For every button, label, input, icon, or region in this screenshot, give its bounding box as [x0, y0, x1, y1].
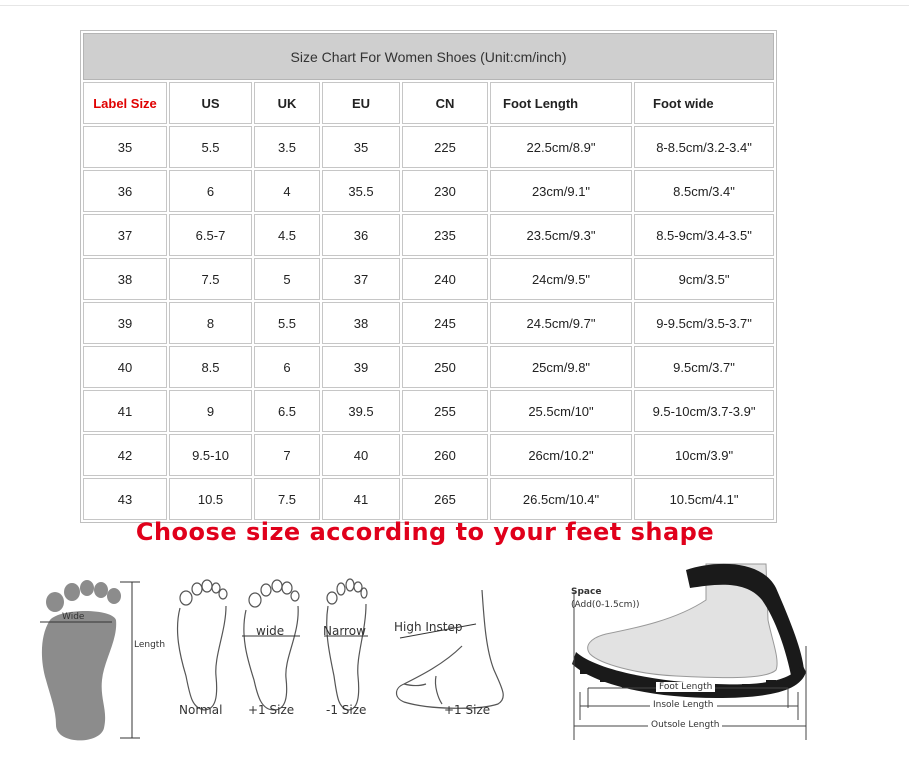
cell-eu: 41 — [322, 478, 400, 520]
cell-cn: 250 — [402, 346, 488, 388]
table-row — [83, 434, 774, 476]
space-label: Space — [571, 587, 602, 597]
wide-label: Wide — [62, 612, 85, 622]
cell-uk: 7.5 — [254, 478, 320, 520]
cell-eu: 40 — [322, 434, 400, 476]
cell-cn: 240 — [402, 258, 488, 300]
cell-eu: 38 — [322, 302, 400, 344]
normal-caption: Normal — [179, 703, 223, 717]
cell-cn: 235 — [402, 214, 488, 256]
space-add-label: (Add(0-1.5cm)) — [571, 600, 640, 610]
normal-foot-icon — [172, 576, 232, 716]
cell-foot-length: 25cm/9.8" — [490, 346, 632, 388]
cell-cn: 225 — [402, 126, 488, 168]
cell-uk: 4.5 — [254, 214, 320, 256]
foot-length-label: Foot Length — [656, 682, 715, 692]
cell-foot-length: 22.5cm/8.9" — [490, 126, 632, 168]
cell-uk: 3.5 — [254, 126, 320, 168]
cell-foot-length: 24.5cm/9.7" — [490, 302, 632, 344]
header-label-size: Label Size — [83, 82, 167, 124]
cell-us: 10.5 — [169, 478, 252, 520]
table-row — [83, 170, 774, 212]
header-cn: CN — [402, 82, 488, 124]
cell-us: 8.5 — [169, 346, 252, 388]
header-uk: UK — [254, 82, 320, 124]
length-label: Length — [134, 640, 166, 650]
cell-foot-wide: 9.5cm/3.7" — [634, 346, 774, 388]
cell-us: 7.5 — [169, 258, 252, 300]
header-foot-length: Foot Length — [490, 82, 632, 124]
wide-foot-icon — [240, 576, 302, 716]
cell-foot-wide: 8.5cm/3.4" — [634, 170, 774, 212]
cell-uk: 5 — [254, 258, 320, 300]
cell-uk: 4 — [254, 170, 320, 212]
cell-us: 9.5-10 — [169, 434, 252, 476]
cell-us: 5.5 — [169, 126, 252, 168]
narrow-foot-icon — [320, 576, 372, 716]
cell-uk: 6.5 — [254, 390, 320, 432]
cell-foot-wide: 8.5-9cm/3.4-3.5" — [634, 214, 774, 256]
cell-uk: 5.5 — [254, 302, 320, 344]
wide-caption: +1 Size — [248, 703, 295, 717]
table-row — [83, 390, 774, 432]
cell-foot-length: 26.5cm/10.4" — [490, 478, 632, 520]
cell-us: 6 — [169, 170, 252, 212]
cell-eu: 35.5 — [322, 170, 400, 212]
cell-foot-wide: 9.5-10cm/3.7-3.9" — [634, 390, 774, 432]
cell-cn: 245 — [402, 302, 488, 344]
cell-foot-wide: 8-8.5cm/3.2-3.4" — [634, 126, 774, 168]
cell-foot-wide: 9cm/3.5" — [634, 258, 774, 300]
wide-foot-label: wide — [256, 624, 285, 638]
cell-cn: 255 — [402, 390, 488, 432]
cell-uk: 7 — [254, 434, 320, 476]
narrow-foot-label: Narrow — [323, 624, 366, 638]
cell-label-size: 35 — [83, 126, 167, 168]
table-row — [83, 478, 774, 520]
cell-label-size: 39 — [83, 302, 167, 344]
narrow-caption: -1 Size — [326, 703, 367, 717]
cell-foot-wide: 10.5cm/4.1" — [634, 478, 774, 520]
cell-label-size: 41 — [83, 390, 167, 432]
header-us: US — [169, 82, 252, 124]
cell-foot-length: 24cm/9.5" — [490, 258, 632, 300]
cell-eu: 39 — [322, 346, 400, 388]
cell-foot-wide: 9-9.5cm/3.5-3.7" — [634, 302, 774, 344]
cell-eu: 36 — [322, 214, 400, 256]
footprint-icon — [20, 560, 190, 758]
cell-eu: 39.5 — [322, 390, 400, 432]
cell-foot-length: 26cm/10.2" — [490, 434, 632, 476]
cell-eu: 37 — [322, 258, 400, 300]
cell-us: 6.5-7 — [169, 214, 252, 256]
table-row — [83, 346, 774, 388]
cell-label-size: 37 — [83, 214, 167, 256]
cell-foot-length: 23cm/9.1" — [490, 170, 632, 212]
cell-foot-length: 23.5cm/9.3" — [490, 214, 632, 256]
cell-cn: 265 — [402, 478, 488, 520]
cell-label-size: 43 — [83, 478, 167, 520]
cell-label-size: 38 — [83, 258, 167, 300]
cell-label-size: 42 — [83, 434, 167, 476]
cell-cn: 230 — [402, 170, 488, 212]
table-title: Size Chart For Women Shoes (Unit:cm/inch) — [83, 33, 774, 80]
cell-us: 9 — [169, 390, 252, 432]
top-divider — [0, 5, 909, 6]
table-row — [83, 126, 774, 168]
cell-eu: 35 — [322, 126, 400, 168]
header-foot-wide: Foot wide — [634, 82, 774, 124]
table-row — [83, 302, 774, 344]
cell-us: 8 — [169, 302, 252, 344]
outsole-length-label: Outsole Length — [648, 720, 722, 730]
cell-label-size: 40 — [83, 346, 167, 388]
insole-length-label: Insole Length — [650, 700, 717, 710]
table-row — [83, 258, 774, 300]
cell-uk: 6 — [254, 346, 320, 388]
table-row — [83, 214, 774, 256]
header-eu: EU — [322, 82, 400, 124]
high-instep-caption: +1 Size — [444, 703, 491, 717]
cell-foot-wide: 10cm/3.9" — [634, 434, 774, 476]
high-instep-label: High Instep — [394, 620, 463, 634]
size-chart-table — [80, 30, 777, 523]
cell-label-size: 36 — [83, 170, 167, 212]
cell-cn: 260 — [402, 434, 488, 476]
feet-shape-diagrams — [0, 560, 909, 758]
headline: Choose size according to your feet shape — [135, 518, 715, 546]
cell-foot-length: 25.5cm/10" — [490, 390, 632, 432]
table-header-row — [83, 82, 774, 124]
